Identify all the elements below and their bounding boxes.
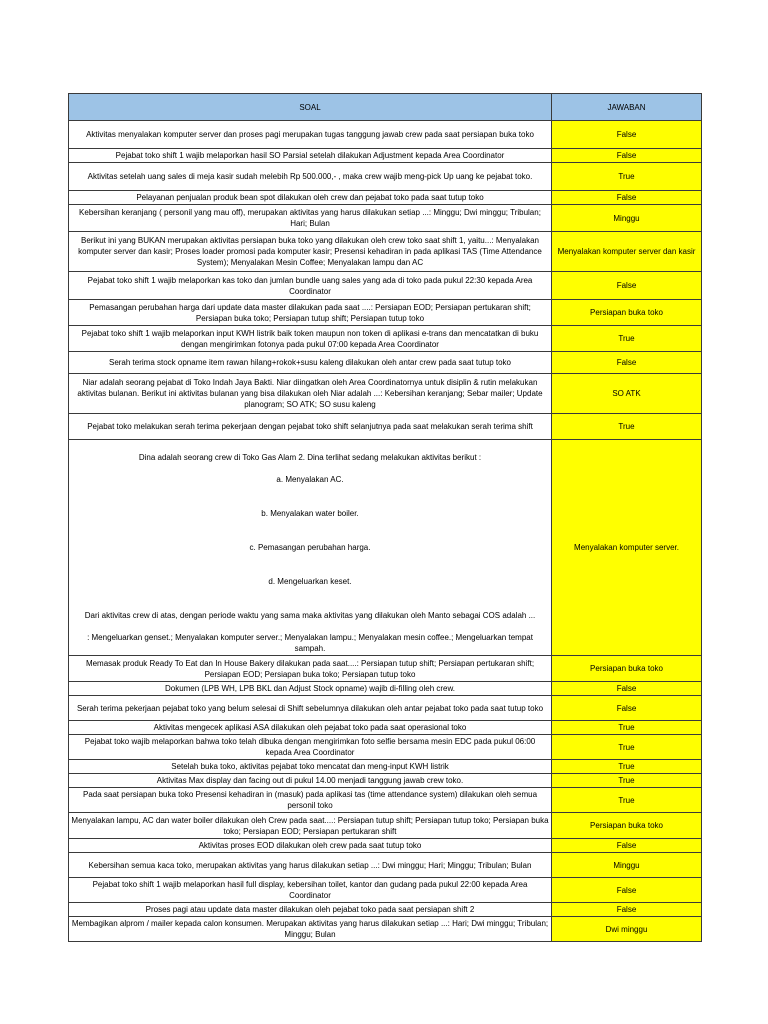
answer-cell: Dwi minggu <box>552 917 702 942</box>
table-row <box>69 121 702 149</box>
answer-cell: True <box>552 760 702 774</box>
answer-cell: True <box>552 788 702 813</box>
table-row <box>69 721 702 735</box>
dina-option-b: b. Menyalakan water boiler. <box>261 509 359 518</box>
answer-cell: Persiapan buka toko <box>552 300 702 326</box>
answer-cell: True <box>552 721 702 735</box>
question-cell: Serah terima pekerjaan pejabat toko yang belum selesai di Shift sebelumnya dilakukan oleh antar pejabat toko pada saat tutup toko <box>69 696 552 721</box>
question-cell: Pada saat persiapan buka toko Presensi kehadiran in (masuk) pada aplikasi tas (time attendance system) dilakukan oleh semua personil toko <box>69 788 552 813</box>
table-row <box>69 352 702 374</box>
table-row <box>69 440 702 656</box>
table-row <box>69 878 702 903</box>
answer-cell: True <box>552 414 702 440</box>
table-row <box>69 374 702 414</box>
table-row <box>69 853 702 878</box>
question-cell: Kebersihan keranjang ( personil yang mau off), merupakan aktivitas yang harus dilakukan setiap ...: Minggu; Dwi minggu; Tribulan; Hari; Bulan <box>69 205 552 232</box>
question-cell: Menyalakan lampu, AC dan water boiler dilakukan oleh Crew pada saat....: Persiapan tutup shift; Persiapan tutup toko; Persiapan buka toko; Persiapan EOD; Persiapan pertukaran shift <box>69 813 552 839</box>
answer-cell: False <box>552 352 702 374</box>
table-body-bottom <box>69 656 702 942</box>
table-row <box>69 760 702 774</box>
header-jawaban: JAWABAN <box>552 94 702 121</box>
answer-cell: False <box>552 839 702 853</box>
header-soal: SOAL <box>69 94 552 121</box>
table-row <box>69 788 702 813</box>
table-row <box>69 272 702 300</box>
dina-option-a: a. Menyalakan AC. <box>276 475 344 484</box>
answer-cell: False <box>552 682 702 696</box>
dina-choices: : Mengeluarkan genset.; Menyalakan komputer server.; Menyalakan lampu.; Menyalakan mesin coffee.; Mengeluarkan tempat sampah. <box>87 633 533 653</box>
question-cell: Aktivitas Max display dan facing out di pukul 14.00 menjadi tanggung jawab crew toko. <box>69 774 552 788</box>
table-row <box>69 205 702 232</box>
question-cell: Berikut ini yang BUKAN merupakan aktivitas persiapan buka toko yang dilakukan oleh crew toko saat shift 1, yaitu...: Menyalakan komputer server dan kasir; Proses loader promosi pada komputer kasir; Presensi kehadiran in pada aplikasi TAS (Time Attendance System); Menyalakan Mesin Coffee; Menyalakan lampu dan AC <box>69 232 552 272</box>
question-cell: Pejabat toko melakukan serah terima pekerjaan dengan pejabat toko shift selanjutnya pada saat melakukan serah terima shift <box>69 414 552 440</box>
quiz-table <box>68 93 702 942</box>
answer-cell: Menyalakan komputer server. <box>552 440 702 656</box>
answer-cell: False <box>552 878 702 903</box>
question-cell: Pejabat toko shift 1 wajib melaporkan input KWH listrik baik token maupun non token di aplikasi e-trans dan mencatatkan di buku dengan mengirimkan fotonya pada pukul 07:00 kepada Area Coordinator <box>69 326 552 352</box>
table-row <box>69 656 702 682</box>
answer-cell: Menyalakan komputer server dan kasir <box>552 232 702 272</box>
question-cell: Aktivitas proses EOD dilakukan oleh crew pada saat tutup toko <box>69 839 552 853</box>
table-row <box>69 191 702 205</box>
question-cell: Pejabat toko shift 1 wajib melaporkan hasil full display, kebersihan toilet, kantor dan gudang pada pukul 22:00 kepada Area Coordinator <box>69 878 552 903</box>
answer-cell: False <box>552 149 702 163</box>
question-cell: Membagikan alprom / mailer kepada calon konsumen. Merupakan aktivitas yang harus dilakukan setiap ...: Hari; Dwi minggu; Tribulan; Minggu; Bulan <box>69 917 552 942</box>
dina-option-c: c. Pemasangan perubahan harga. <box>249 543 371 552</box>
table-row <box>69 917 702 942</box>
table-row <box>69 232 702 272</box>
answer-cell: False <box>552 191 702 205</box>
answer-cell: True <box>552 163 702 191</box>
question-cell: Aktivitas menyalakan komputer server dan proses pagi merupakan tugas tanggung jawab crew pada saat persiapan buka toko <box>69 121 552 149</box>
table-row <box>69 774 702 788</box>
question-cell: Niar adalah seorang pejabat di Toko Indah Jaya Bakti. Niar diingatkan oleh Area Coordinatornya untuk disiplin & rutin melakukan aktivitas bulanan. Berikut ini aktivitas bulanan yang bisa dilakukan oleh Niar adalah ...: Kebersihan keranjang; Sebar mailer; Update planogram; SO ATK; SO susu kaleng <box>69 374 552 414</box>
table-row <box>69 149 702 163</box>
question-cell: Memasak produk Ready To Eat dan In House Bakery dilakukan pada saat....: Persiapan tutup shift; Persiapan pertukaran shift; Persiapan EOD; Persiapan buka toko; Persiapan tutup toko <box>69 656 552 682</box>
answer-cell: SO ATK <box>552 374 702 414</box>
answer-cell: True <box>552 326 702 352</box>
answer-cell: False <box>552 272 702 300</box>
question-cell: Pejabat toko wajib melaporkan bahwa toko telah dibuka dengan mengirimkan foto selfie bersama mesin EDC pada pukul 06:00 kepada Area Coordinator <box>69 735 552 760</box>
question-cell: Pejabat toko shift 1 wajib melaporkan hasil SO Parsial setelah dilakukan Adjustment kepada Area Coordinator <box>69 149 552 163</box>
question-cell: Aktivitas setelah uang sales di meja kasir sudah melebih Rp 500.000,- , maka crew wajib meng-pick Up uang ke pejabat toko. <box>69 163 552 191</box>
question-cell: Dokumen (LPB WH, LPB BKL dan Adjust Stock opname) wajib di-filling oleh crew. <box>69 682 552 696</box>
answer-cell: False <box>552 696 702 721</box>
table-row <box>69 163 702 191</box>
table-row <box>69 903 702 917</box>
table-body-top <box>69 121 702 440</box>
dina-intro: Dina adalah seorang crew di Toko Gas Alam 2. Dina terlihat sedang melakukan aktivitas berikut : <box>138 453 482 462</box>
question-cell: Aktivitas mengecek aplikasi ASA dilakukan oleh pejabat toko pada saat operasional toko <box>69 721 552 735</box>
dina-question: Dari aktivitas crew di atas, dengan periode waktu yang sama maka aktivitas yang dilakukan oleh Manto sebagai COS adalah ... <box>84 611 536 620</box>
answer-cell: True <box>552 774 702 788</box>
question-cell <box>69 440 552 656</box>
table-row <box>69 813 702 839</box>
question-cell: Pejabat toko shift 1 wajib melaporkan kas toko dan jumlan bundle uang sales yang ada di toko pada pukul 22:30 kepada Area Coordinator <box>69 272 552 300</box>
answer-cell: False <box>552 903 702 917</box>
answer-cell: Minggu <box>552 205 702 232</box>
table-row <box>69 414 702 440</box>
table-row <box>69 682 702 696</box>
table-row <box>69 735 702 760</box>
answer-cell: Persiapan buka toko <box>552 656 702 682</box>
question-cell: Serah terima stock opname item rawan hilang+rokok+susu kaleng dilakukan oleh antar crew pada saat tutup toko <box>69 352 552 374</box>
table-row <box>69 326 702 352</box>
header-row <box>69 94 702 121</box>
answer-cell: Minggu <box>552 853 702 878</box>
question-cell: Pelayanan penjualan produk bean spot dilakukan oleh crew dan pejabat toko pada saat tutup toko <box>69 191 552 205</box>
question-cell: Pemasangan perubahan harga dari update data master dilakukan pada saat ....: Persiapan EOD; Persiapan pertukaran shift; Persiapan buka toko; Persiapan tutup shift; Persiapan tutup toko <box>69 300 552 326</box>
answer-cell: False <box>552 121 702 149</box>
question-cell: Setelah buka toko, aktivitas pejabat toko mencatat dan meng-input KWH listrik <box>69 760 552 774</box>
table-row <box>69 839 702 853</box>
question-cell: Proses pagi atau update data master dilakukan oleh pejabat toko pada saat persiapan shift 2 <box>69 903 552 917</box>
dina-option-d: d. Mengeluarkan keset. <box>268 577 352 586</box>
table-body-dina <box>69 440 702 656</box>
table-row <box>69 696 702 721</box>
table-row <box>69 300 702 326</box>
answer-cell: True <box>552 735 702 760</box>
answer-cell: Persiapan buka toko <box>552 813 702 839</box>
question-cell: Kebersihan semua kaca toko, merupakan aktivitas yang harus dilakukan setiap ...: Dwi minggu; Hari; Minggu; Tribulan; Bulan <box>69 853 552 878</box>
